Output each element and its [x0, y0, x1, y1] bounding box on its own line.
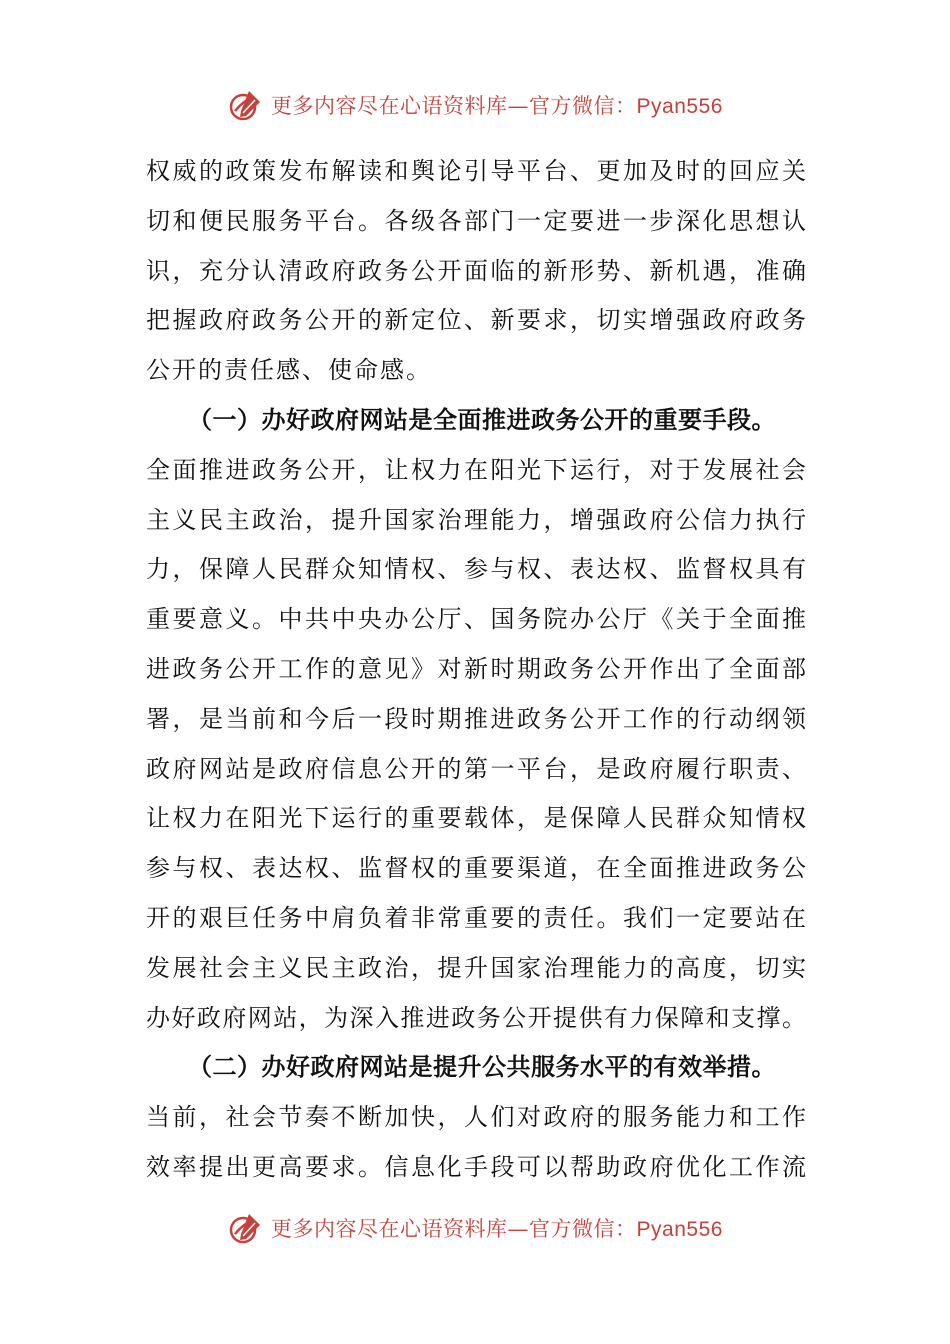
- text-line: 效率提出更高要求。信息化手段可以帮助政府优化工作流: [146, 1152, 806, 1181]
- text-line: 办好政府网站，为深入推进政务公开提供有力保障和支撑。: [146, 1003, 806, 1032]
- text-line: 重要意义。中共中央办公厅、国务院办公厅《关于全面推: [146, 605, 806, 634]
- text-line: 识，充分认清政府政务公开面临的新形势、新机遇，准确: [146, 256, 806, 285]
- text-line: 力，保障人民群众知情权、参与权、表达权、监督权具有: [146, 555, 806, 584]
- text-line: 进政务公开工作的意见》对新时期政务公开作出了全面部: [146, 654, 806, 683]
- pen-logo-icon: [227, 1210, 263, 1246]
- watermark-text: 更多内容尽在心语资料库—官方微信：Pyan556: [271, 94, 723, 118]
- text-line: 权威的政策发布解读和舆论引导平台、更加及时的回应关: [146, 157, 806, 185]
- text-line: 发展社会主义民主政治，提升国家治理能力的高度，切实: [146, 953, 806, 982]
- text-line: 政府网站是政府信息公开的第一平台，是政府履行职责、: [146, 754, 806, 783]
- pen-logo-icon: [227, 87, 263, 123]
- header-watermark: [0, 85, 950, 125]
- document-body: [146, 147, 806, 1193]
- text-line: 署，是当前和今后一段时期推进政务公开工作的行动纲领: [146, 704, 806, 733]
- footer-watermark: [0, 1208, 950, 1248]
- section-heading-1: （一）办好政府网站是全面推进政务公开的重要手段。: [188, 405, 776, 434]
- text-line: 开的艰巨任务中肩负着非常重要的责任。我们一定要站在: [146, 903, 806, 932]
- text-line: 把握政府政务公开的新定位、新要求，切实增强政府政务: [146, 306, 806, 335]
- text-line: 切和便民服务平台。各级各部门一定要进一步深化思想认: [146, 206, 806, 235]
- text-line: 当前，社会节奏不断加快，人们对政府的服务能力和工作: [146, 1103, 806, 1132]
- watermark-text: 更多内容尽在心语资料库—官方微信：Pyan556: [271, 1217, 723, 1241]
- text-line: 公开的责任感、使命感。: [146, 356, 432, 385]
- section-heading-2: （二）办好政府网站是提升公共服务水平的有效举措。: [188, 1053, 776, 1082]
- text-line: 让权力在阳光下运行的重要载体，是保障人民群众知情权: [146, 804, 806, 833]
- text-line: 全面推进政务公开，让权力在阳光下运行，对于发展社会: [146, 455, 806, 484]
- text-line: 参与权、表达权、监督权的重要渠道，在全面推进政务公: [146, 854, 806, 883]
- text-line: 主义民主政治，提升国家治理能力，增强政府公信力执行: [146, 505, 806, 534]
